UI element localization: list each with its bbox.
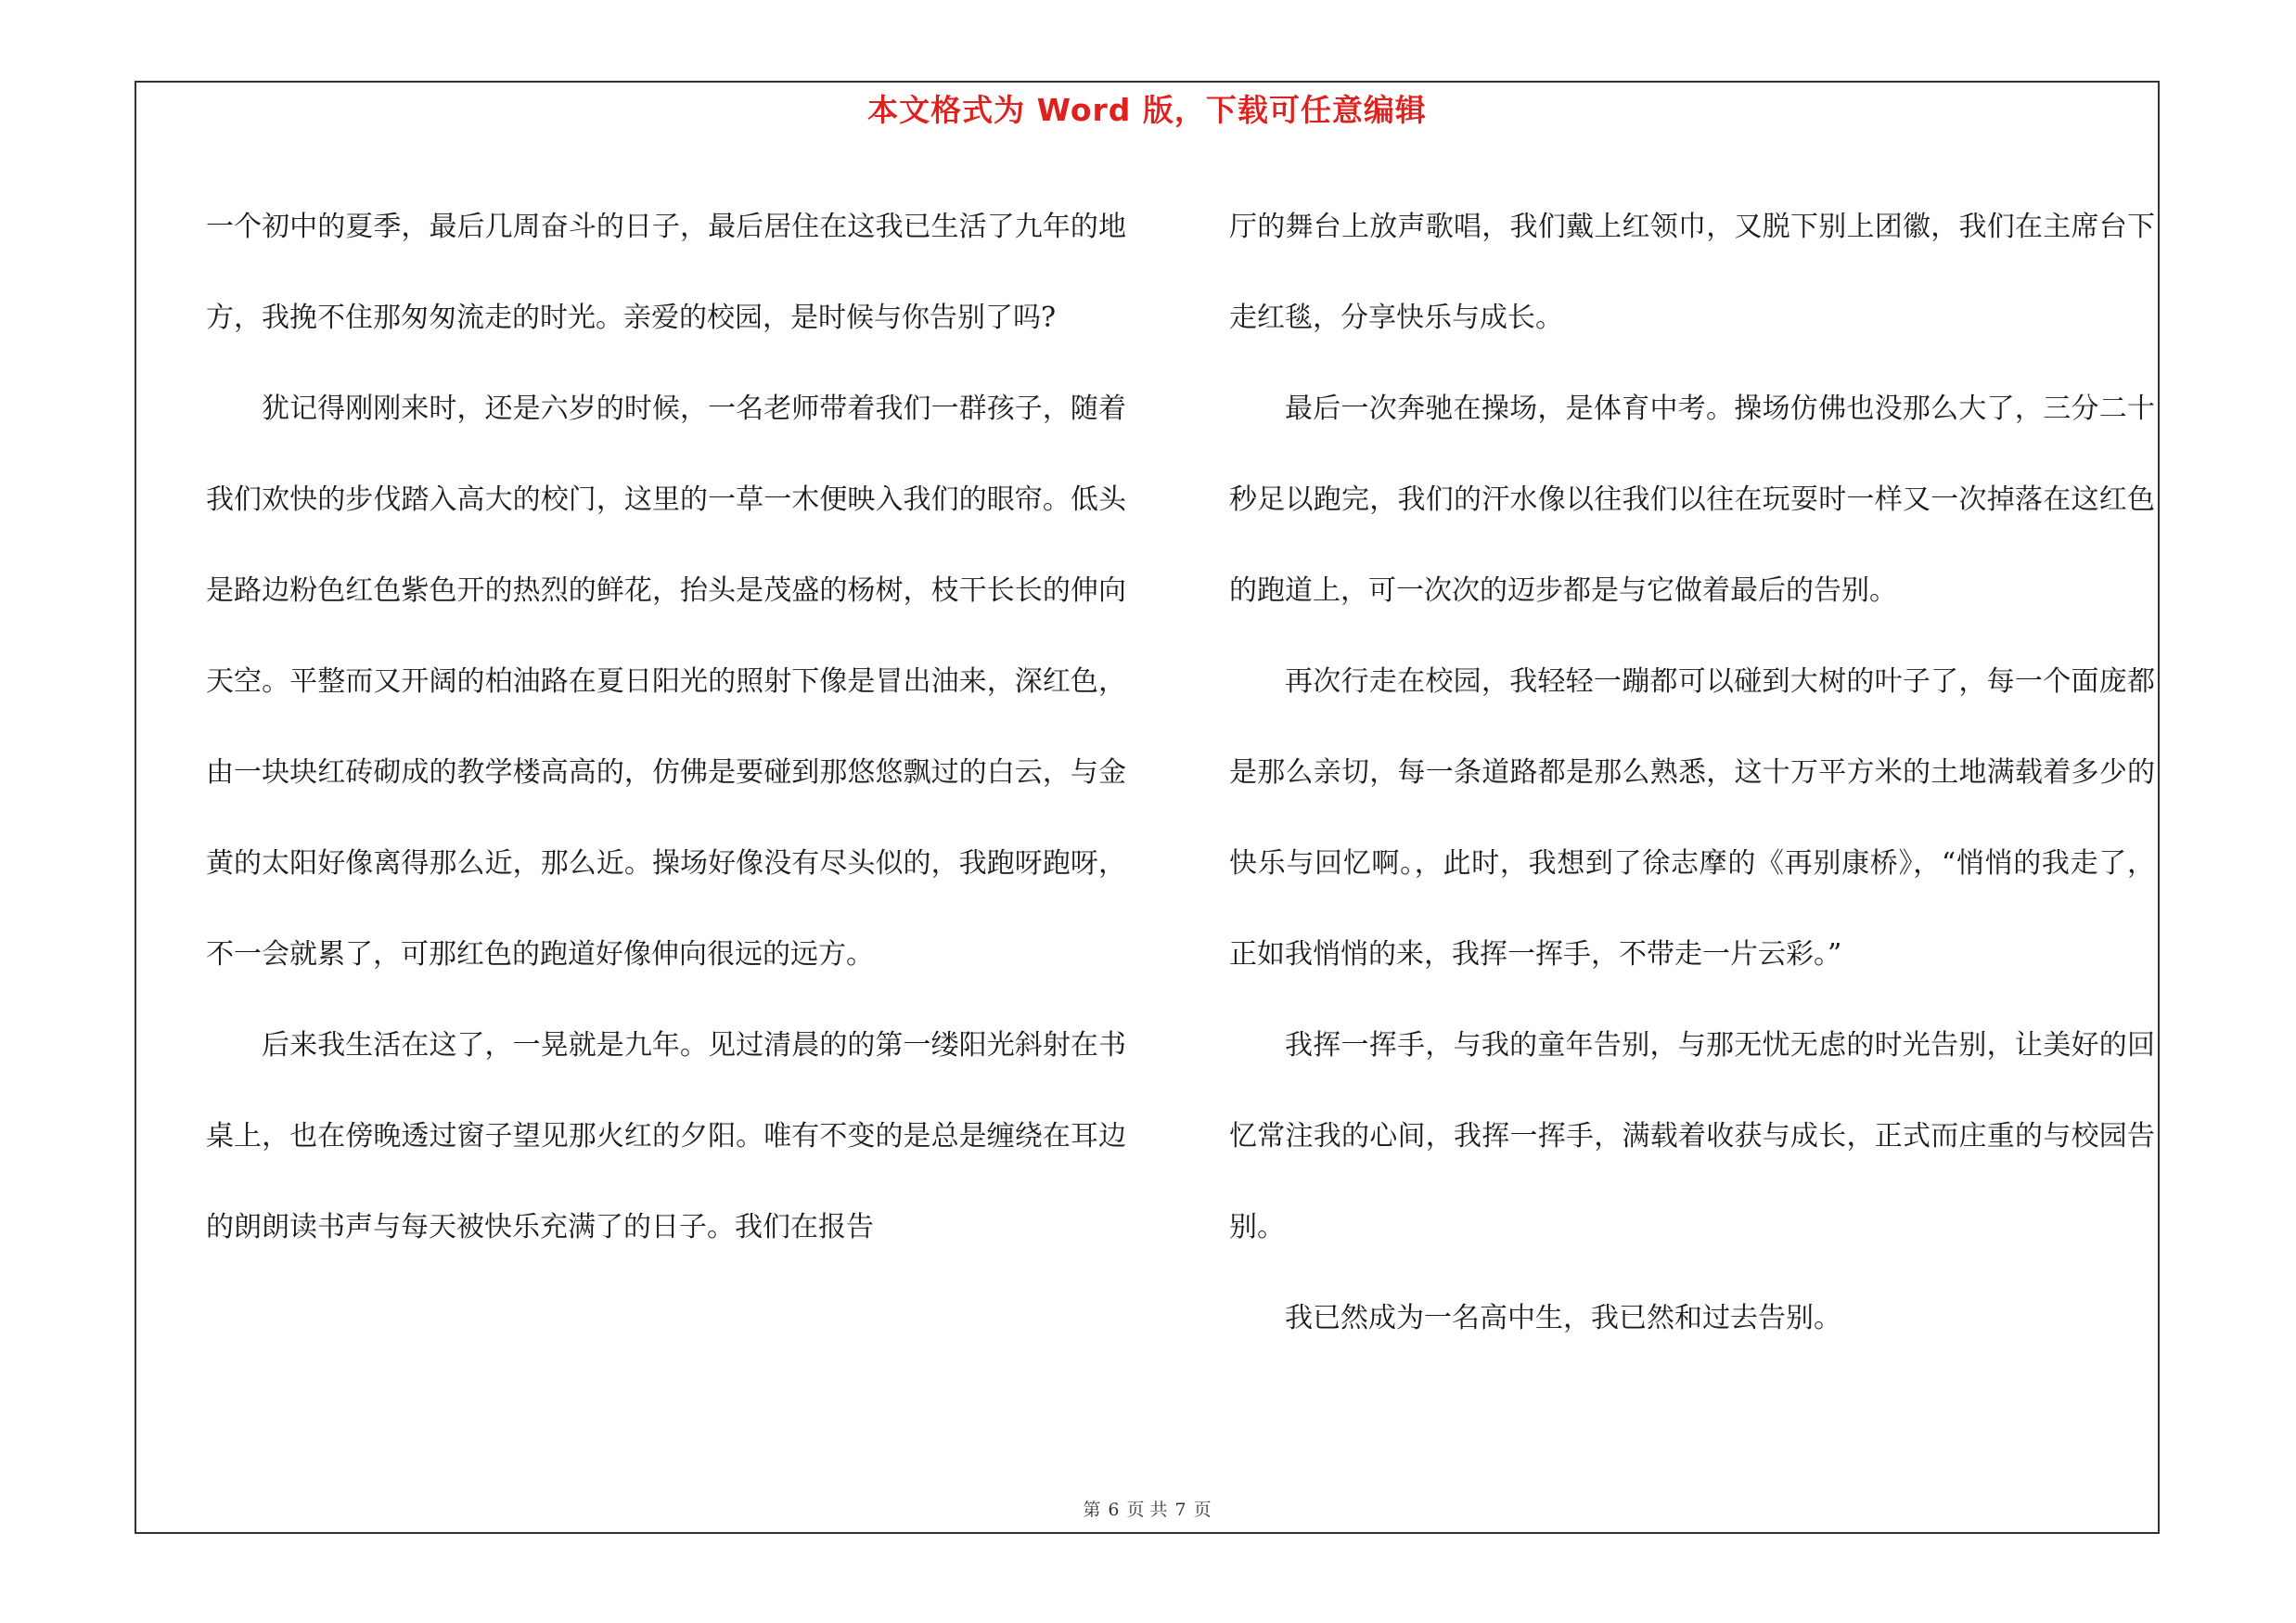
total-page-count: 7 xyxy=(1174,1500,1186,1520)
paragraph: 一个初中的夏季，最后几周奋斗的日子，最后居住在这我已生活了九年的地方，我挽不住那匆匆流走的时光。亲爱的校园，是时候与你告别了吗? xyxy=(206,211,1126,334)
paragraph: 最后一次奔驰在操场，是体育中考。操场仿佛也没那么大了，三分二十秒足以跑完，我们的汗水像以往我们以往在玩耍时一样又一次掉落在这红色的跑道上，可一次次的迈步都是与它做着最后的告别。 xyxy=(1229,393,2155,607)
paragraph: 犹记得刚刚来时，还是六岁的时候，一名老师带着我们一群孩子，随着我们欢快的步伐踏入高大的校门，这里的一草一木便映入我们的眼帘。低头是路边粉色红色紫色开的热烈的鲜花，抬头是茂盛的杨树，枝干长长的伸向天空。平整而又开阔的柏油路在夏日阳光的照射下像是冒出油来，深红色，由一块块红砖砌成的教学楼高高的，仿佛是要碰到那悠悠飘过的白云，与金黄的太阳好像离得那么近，那么近。操场好像没有尽头似的，我跑呀跑呀，不一会就累了，可那红色的跑道好像伸向很远的远方。 xyxy=(206,393,1126,971)
left-text-column xyxy=(206,182,1126,1273)
current-page-number: 6 xyxy=(1108,1500,1120,1520)
paragraph: 再次行走在校园，我轻轻一蹦都可以碰到大树的叶子了，每一个面庞都是那么亲切，每一条道路都是那么熟悉，这十万平方米的土地满载着多少的快乐与回忆啊。，此时，我想到了徐志摩的《再别康桥》，“悄悄的我走了，正如我悄悄的来，我挥一挥手，不带走一片云彩。” xyxy=(1229,665,2155,971)
paragraph: 厅的舞台上放声歌唱，我们戴上红领巾，又脱下别上团徽，我们在主席台下走红毯，分享快乐与成长。 xyxy=(1229,211,2155,334)
paragraph: 我已然成为一名高中生，我已然和过去告别。 xyxy=(1285,1302,1841,1334)
footer-prefix: 第 xyxy=(1083,1500,1101,1520)
paragraph: 后来我生活在这了，一晃就是九年。见过清晨的的第一缕阳光斜射在书桌上，也在傍晚透过窗子望见那火红的夕阳。唯有不变的是总是缠绕在耳边的朗朗读书声与每天被快乐充满了的日子。我们在报告 xyxy=(206,1029,1126,1243)
footer-suffix: 页 xyxy=(1193,1500,1212,1520)
format-banner: 本文格式为 Word 版，下载可任意编辑 xyxy=(867,92,1427,128)
page-footer xyxy=(135,1496,2160,1521)
paragraph: 我挥一挥手，与我的童年告别，与那无忧无虑的时光告别，让美好的回忆常注我的心间，我挥一挥手，满载着收获与成长，正式而庄重的与校园告别。 xyxy=(1229,1029,2155,1243)
footer-middle: 页 共 xyxy=(1126,1500,1168,1520)
right-text-column xyxy=(1229,182,2155,1364)
